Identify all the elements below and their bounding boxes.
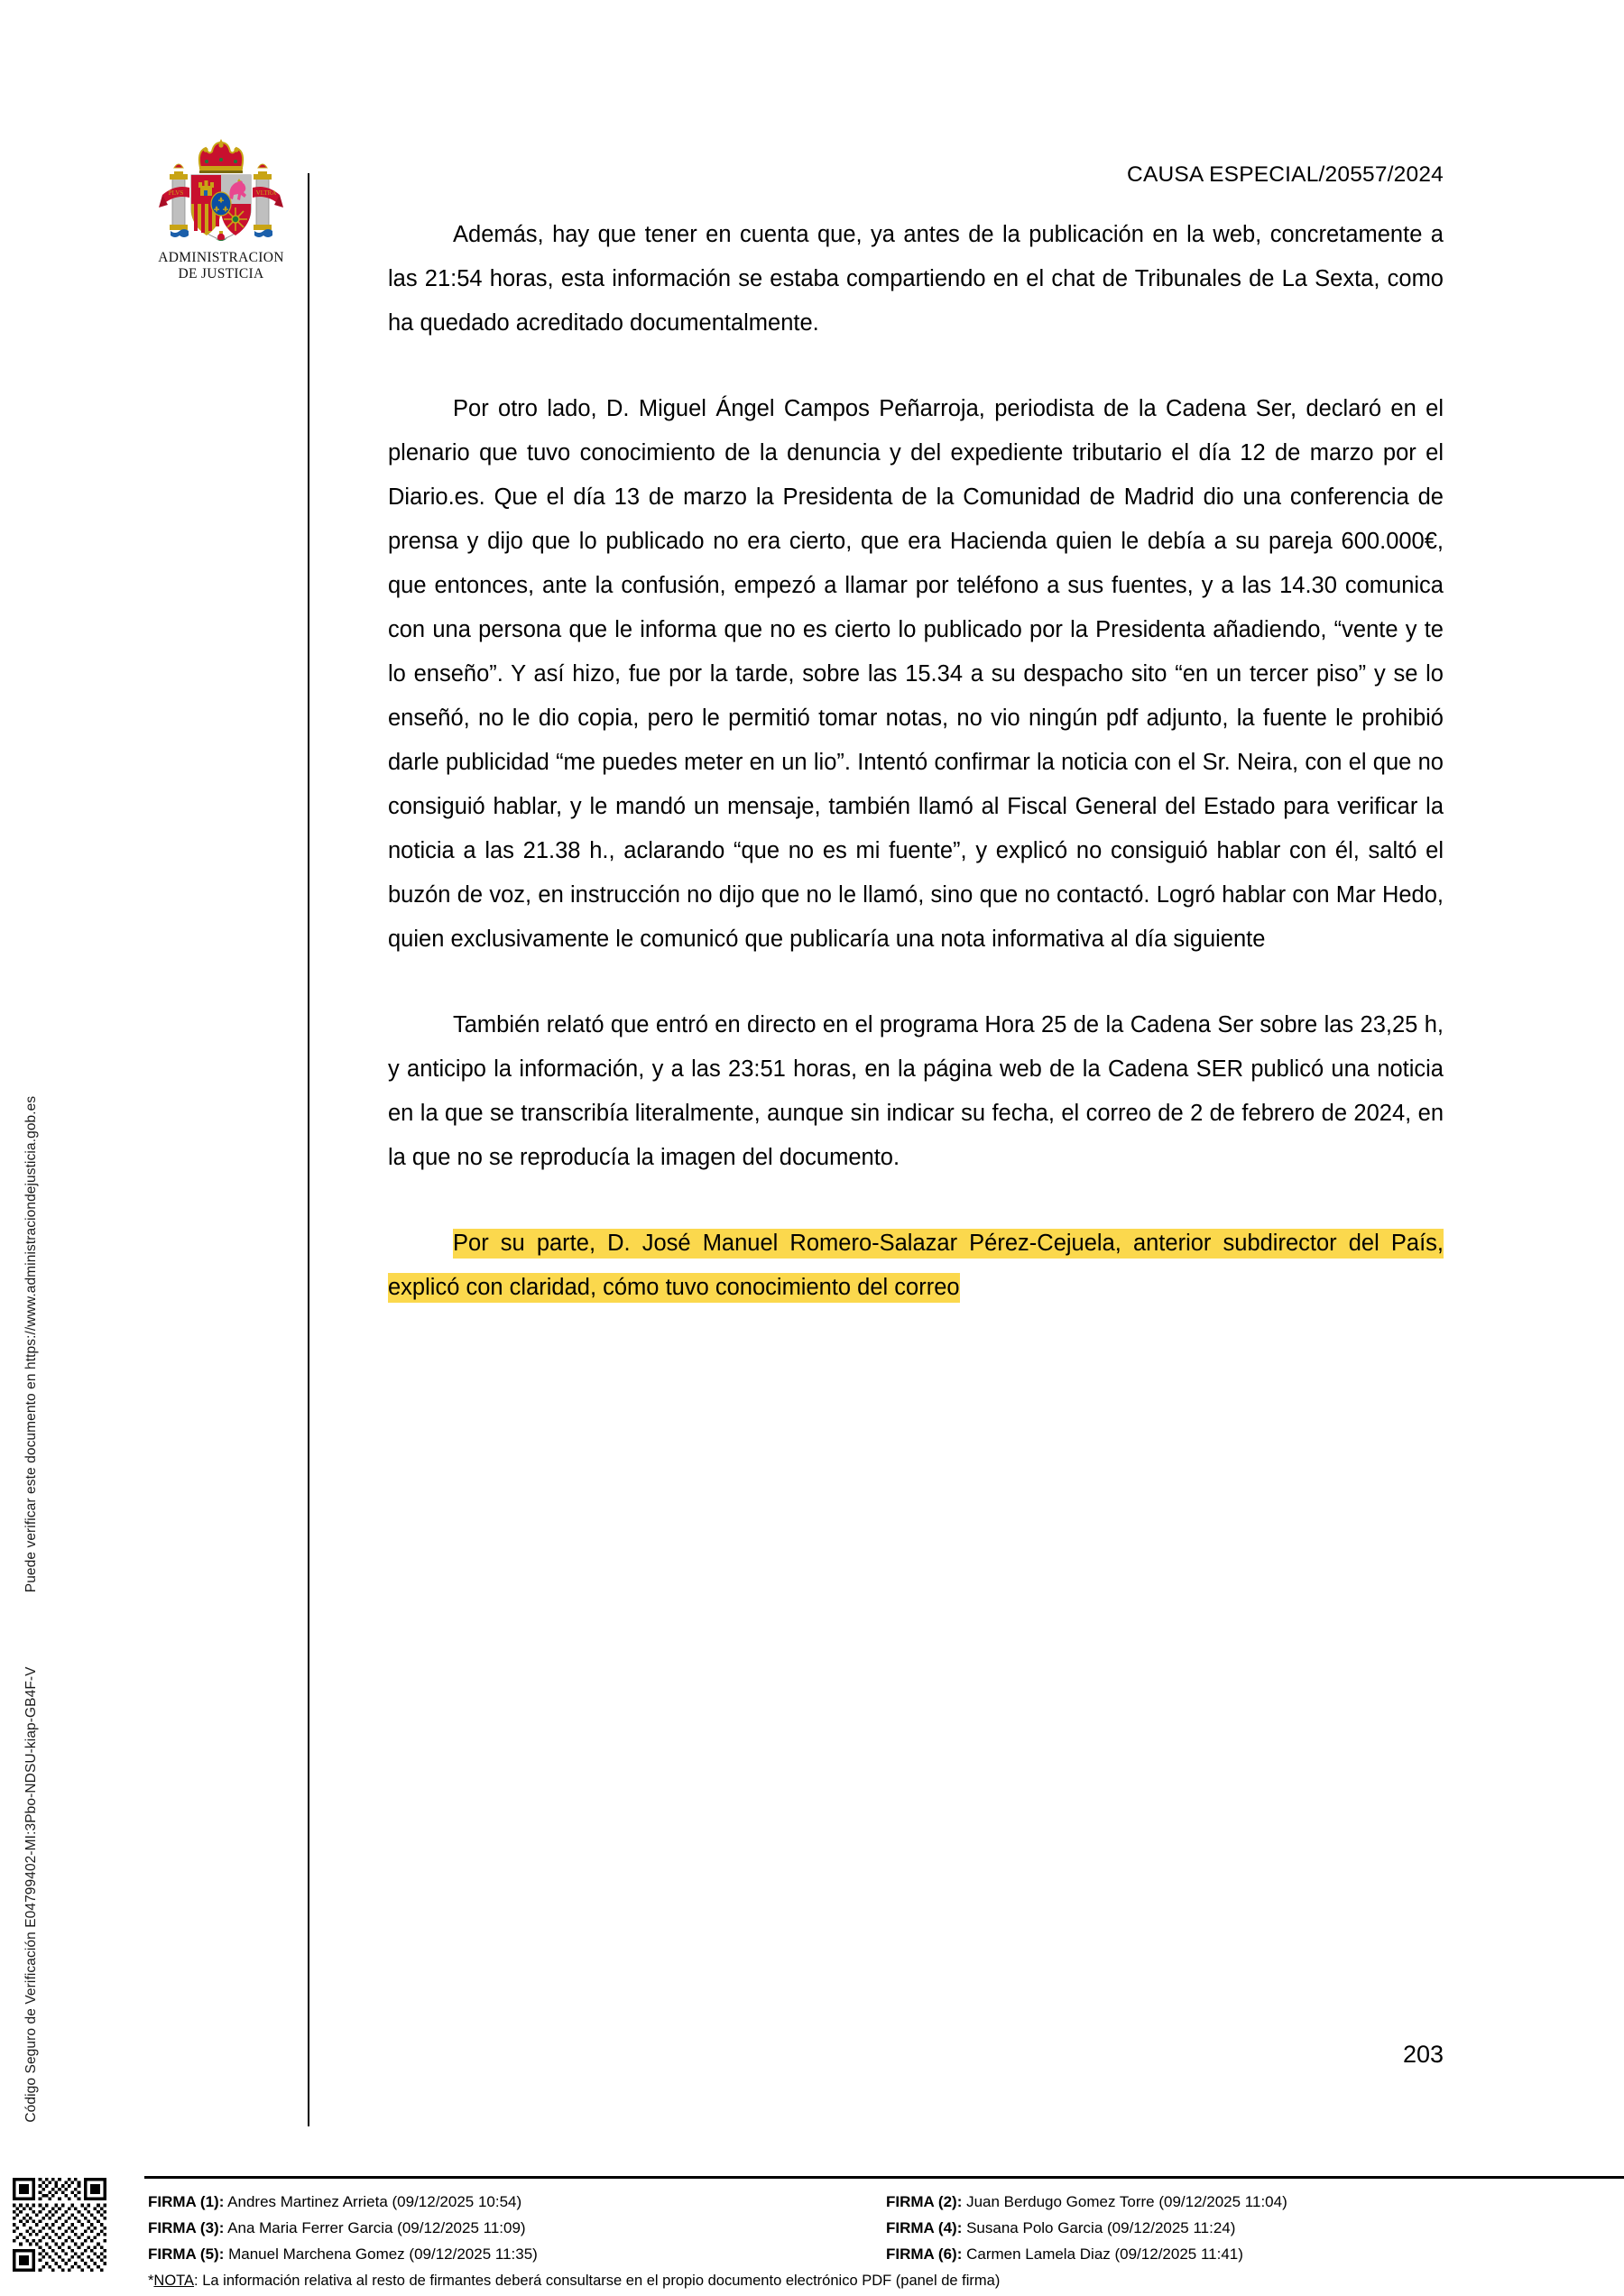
signature-label: FIRMA (3):: [148, 2219, 225, 2236]
signature-row: [148, 2241, 886, 2267]
signature-row: [886, 2215, 1624, 2241]
secure-verification-code-text: Código Seguro de Verificación E04799402-MI:3Pbo-NDSU-kiap-GB4F-V: [23, 1666, 39, 2123]
paragraph-3: También relató que entró en directo en el programa Hora 25 de la Cadena Ser sobre las 23,25 h, y anticipo la información, y a las 23:51 horas, en la página web de la Cadena SER publicó una noticia en la que se transcribía literalmente, aunque sin indicar su fecha, el correo de 2 de febrero de 2024, en la que no se reproducía la imagen del documento.: [388, 1012, 1444, 1170]
signature-value: Juan Berdugo Gomez Torre (09/12/2025 11:04): [966, 2193, 1287, 2210]
document-body: [388, 213, 1444, 1310]
signature-value: Susana Polo Garcia (09/12/2025 11:24): [966, 2219, 1236, 2236]
highlighted-text: Por su parte, D. José Manuel Romero-Salazar Pérez-Cejuela, anterior subdirector del País, explicó con claridad, cómo tuvo conocimiento del correo: [388, 1229, 1444, 1303]
signature-label: FIRMA (2):: [886, 2193, 963, 2210]
crest-caption-line1: ADMINISTRACION: [158, 250, 284, 265]
crest-caption-line2: DE JUSTICIA: [178, 266, 264, 282]
spain-coat-of-arms-icon: [144, 132, 298, 247]
footer-note-text: : La información relativa al resto de firmantes deberá consultarse en el propio documento electrónico PDF (panel de firma): [194, 2273, 1001, 2289]
signature-value: Carmen Lamela Diaz (09/12/2025 11:41): [966, 2245, 1243, 2263]
signature-value: Andres Martinez Arrieta (09/12/2025 10:54): [227, 2193, 522, 2210]
paragraph-2: Por otro lado, D. Miguel Ángel Campos Peñarroja, periodista de la Cadena Ser, declaró en el plenario que tuvo conocimiento de la denuncia y del expediente tributario el día 12 de marzo por el Diario.es. Que el día 13 de marzo la Presidenta de la Comunidad de Madrid dio una conferencia de prensa y dijo que lo publicado no era cierto, que era Hacienda quien le debía a su pareja 600.000€, que entonces, ante la confusión, empezó a llamar por teléfono a sus fuentes, y a las 14.30 comunica con una persona que le informa que no es cierto lo publicado por la Presidenta añadiendo, “vente y te lo enseño”. Y así hizo, fue por la tarde, sobre las 15.34 a su despacho sito “en un tercer piso” y se lo enseñó, no le dio copia, pero le permitió tomar notas, no vio ningún pdf adjunto, la fuente le prohibió darle publicidad “me puedes meter en un lio”. Intentó confirmar la noticia con el Sr. Neira, con el que no consiguió hablar, y le mandó un mensaje, también llamó al Fiscal General del Estado para verificar la noticia a las 21.38 h., aclarando “que no es mi fuente”, y explicó no consiguió hablar con él, saltó el buzón de voz, en instrucción no dijo que no le llamó, sino que no contactó. Logró hablar con Mar Hedo, quien exclusivamente le comunicó que publicaría una nota informativa al día siguiente: [388, 396, 1444, 952]
signatures-column-right: [886, 2189, 1624, 2267]
footer-note-asterisk: *: [148, 2273, 154, 2289]
signature-label: FIRMA (5):: [148, 2245, 225, 2263]
footer-note: [148, 2271, 1624, 2291]
svg-text:PLVS: PLVS: [168, 189, 184, 197]
page-number: 203: [1402, 2041, 1444, 2068]
signature-value: Ana Maria Ferrer Garcia (09/12/2025 11:09): [227, 2219, 526, 2236]
svg-text:VLTRA: VLTRA: [255, 189, 277, 197]
vertical-divider: [308, 173, 309, 2126]
signatures-grid: [148, 2189, 1624, 2267]
signature-value: Manuel Marchena Gomez (09/12/2025 11:35): [228, 2245, 538, 2263]
signature-row: [886, 2189, 1624, 2215]
left-margin-strip: [0, 0, 63, 2165]
signature-row: [148, 2215, 886, 2241]
paragraph-1: Además, hay que tener en cuenta que, ya antes de la publicación en la web, concretamente a las 21:54 horas, esta información se estaba compartiendo en el chat de Tribunales de La Sexta, como ha quedado acreditado documentalmente.: [388, 222, 1444, 336]
signature-label: FIRMA (1):: [148, 2193, 225, 2210]
case-reference-header: CAUSA ESPECIAL/20557/2024: [1127, 162, 1444, 187]
coat-of-arms-block: [135, 132, 307, 283]
signature-label: FIRMA (4):: [886, 2219, 963, 2236]
qr-code: [13, 2178, 106, 2272]
signatures-column-left: [148, 2189, 886, 2267]
footer-note-keyword: NOTA: [153, 2273, 195, 2289]
signature-label: FIRMA (6):: [886, 2245, 963, 2263]
crest-caption: [135, 250, 307, 283]
signature-row: [886, 2241, 1624, 2267]
verification-url-text: Puede verificar este documento en https://www.administraciondejusticia.gob.es: [23, 1095, 39, 1593]
paragraph-4-highlighted: [388, 1222, 1444, 1310]
signature-row: [148, 2189, 886, 2215]
footer-divider-rule: [144, 2176, 1624, 2179]
